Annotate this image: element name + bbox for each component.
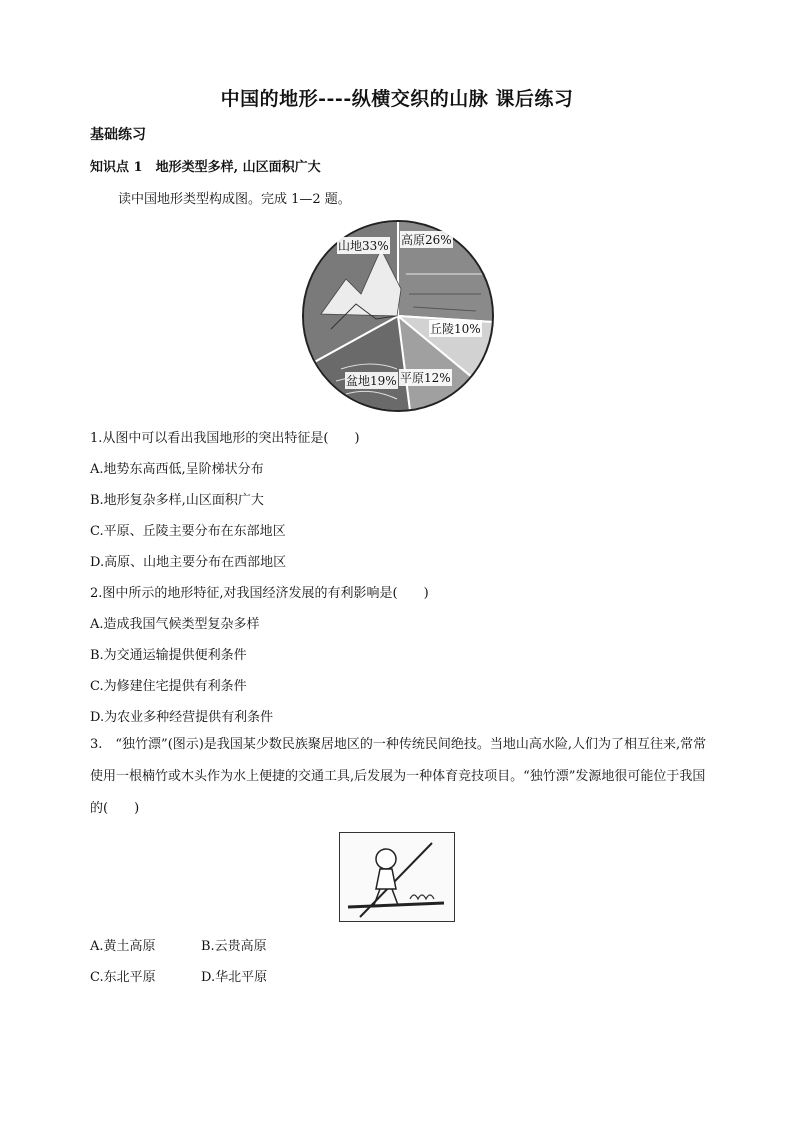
bamboo-rafting-illustration <box>339 832 455 922</box>
terrain-pie-figure <box>301 219 495 413</box>
rafter-head <box>376 849 396 869</box>
section-heading: 基础练习 <box>90 127 146 143</box>
page-title: 中国的地形----纵横交织的山脉 课后练习 <box>220 88 574 110</box>
q1-option-a: A.地势东高西低,呈阶梯状分布 <box>90 462 264 477</box>
rafter-body <box>376 869 396 889</box>
q3-stem: 3. “独竹漂”(图示)是我国某少数民族聚居地区的一种传统民间绝技。当地山高水险,人们为了相互往来,常常使用一根楠竹或木头作为水上便捷的交通工具,后发展为一种体育竞技项目。“独竹漂”发源地很可能位于我国的( ) <box>90 737 707 816</box>
q2-option-c: C.为修建住宅提供有利条件 <box>90 679 247 694</box>
q1-stem: 1.从图中可以看出我国地形的突出特征是( ) <box>90 431 360 446</box>
rafter-figure <box>340 833 454 921</box>
q3-option-c: C.东北平原 <box>90 970 156 985</box>
terrain-pie-chart <box>301 219 495 413</box>
q3-option-b: B.云贵高原 <box>201 939 267 954</box>
q2-option-d: D.为农业多种经营提供有利条件 <box>90 710 274 725</box>
q2-stem: 2.图中所示的地形特征,对我国经济发展的有利影响是( ) <box>90 586 429 601</box>
knowledge-point-heading: 知识点 1 地形类型多样, 山区面积广大 <box>90 160 321 175</box>
q1-option-d: D.高原、山地主要分布在西部地区 <box>90 555 287 570</box>
q3-option-a: A.黄土高原 <box>90 939 156 954</box>
q3-option-d: D.华北平原 <box>201 970 268 985</box>
label-mountain: 山地33% <box>338 239 389 253</box>
label-basin: 盆地19% <box>346 374 397 388</box>
q1-option-b: B.地形复杂多样,山区面积广大 <box>90 493 264 508</box>
label-plateau: 高原26% <box>401 233 452 247</box>
q2-option-a: A.造成我国气候类型复杂多样 <box>90 617 260 632</box>
figure-intro: 读中国地形类型构成图。完成 1—2 题。 <box>118 192 351 207</box>
q2-option-b: B.为交通运输提供便利条件 <box>90 648 247 663</box>
label-plain: 平原12% <box>400 371 451 385</box>
water-splash <box>410 895 434 899</box>
label-hill: 丘陵10% <box>430 322 481 336</box>
bamboo-pole-raft <box>348 903 444 907</box>
q1-option-c: C.平原、丘陵主要分布在东部地区 <box>90 524 286 539</box>
